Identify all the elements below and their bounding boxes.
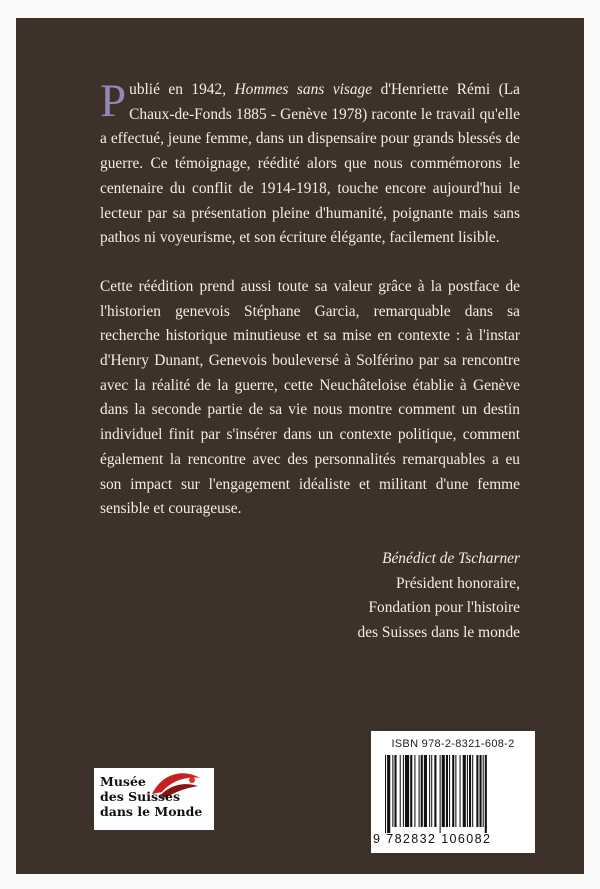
barcode-box <box>371 731 535 853</box>
barcode-bar <box>442 755 445 827</box>
barcode-bar <box>452 755 454 827</box>
barcode-bar <box>385 755 386 833</box>
barcode-bar <box>421 755 423 827</box>
barcode-bar <box>394 755 396 827</box>
barcode-bar <box>480 755 482 827</box>
book-title: Hommes sans visage <box>234 81 373 98</box>
barcode-bars <box>385 755 521 833</box>
barcode-bar <box>472 755 473 827</box>
barcode-bar <box>414 755 415 827</box>
blurb-paragraph-1 <box>100 75 520 251</box>
barcode-bar <box>434 755 436 827</box>
barcode-bar <box>387 755 390 833</box>
signature-name: Bénédict de Tscharner <box>382 549 520 567</box>
barcode-bar <box>419 755 420 827</box>
museum-logo <box>94 768 214 830</box>
barcode-bar <box>460 755 461 827</box>
barcode-bar <box>469 755 471 827</box>
barcode-bar <box>476 755 478 827</box>
barcode-bar <box>410 755 412 827</box>
barcode-digits: 9 782832 106082 <box>373 832 492 846</box>
isbn-label: ISBN 978-2-8321-608-2 <box>391 738 515 750</box>
barcode-bar <box>429 755 430 827</box>
barcode-bar <box>463 755 466 827</box>
logo-line-1: Musée <box>100 774 146 789</box>
signature-block <box>100 547 520 646</box>
drop-cap: P <box>100 75 127 127</box>
signature-title: Président honoraire, <box>396 574 520 592</box>
barcode-bar <box>455 755 456 827</box>
logo-wordmark <box>100 774 202 819</box>
blurb-paragraph-2: Cette réédition prend aussi toute sa valeur grâce à la postface de l'historien genevois Stéphane Garcia, remarquable dans sa recherche historique minutieuse et sa mise en contexte : à l'instar d'Henry Dunant, Genevois bouleversé à Solférino par sa rencontre avec la réalité de la guerre, cette Neuchâteloise établie à Genève dans la seconde partie de sa vie nous montre comment un destin individuel finit par s'insérer dans un contexte politique, comment également la rencontre avec des personnalités remarquables a eu son impact sur l'engagement idéaliste et militant d'une femme sensible et courageuse. <box>100 277 520 518</box>
blurb-p1-rest: d'Henriette Rémi (La Chaux-de-Fonds 1885 - Genève 1978) raconte le travail qu'elle a effectué, jeune femme, dans un dispensaire pour grands blessés de guerre. Ce témoignage, réédité alors que nous commémorons le centenaire du conflit de 1914-1918, touche encore aujourd'hui le lecteur par sa présentation pleine d'humanité, poignante mais sans pathos ni voyeurisme, et son écriture élégante, facilement lisible. <box>100 81 520 247</box>
barcode-bar <box>467 755 468 827</box>
logo-line-2: des Suisses <box>100 789 181 804</box>
blurb-p1-start: ublié en 1942, <box>129 81 235 98</box>
signature-org-line2: des Suisses dans le monde <box>357 624 520 642</box>
barcode-bar <box>400 755 401 827</box>
logo-line-3: dans le Monde <box>100 804 203 819</box>
barcode-bar <box>405 755 409 827</box>
barcode-bar <box>483 755 484 827</box>
signature-org-line1: Fondation pour l'histoire <box>368 599 520 617</box>
blurb-text <box>100 75 520 646</box>
barcode-bar <box>424 755 427 827</box>
barcode-bar <box>392 755 393 827</box>
barcode-bar <box>403 755 404 827</box>
barcode-bar <box>440 755 441 833</box>
barcode-bar <box>485 755 487 833</box>
barcode-bar <box>446 755 448 827</box>
barcode-bar <box>431 755 432 827</box>
barcode-bar <box>449 755 450 827</box>
